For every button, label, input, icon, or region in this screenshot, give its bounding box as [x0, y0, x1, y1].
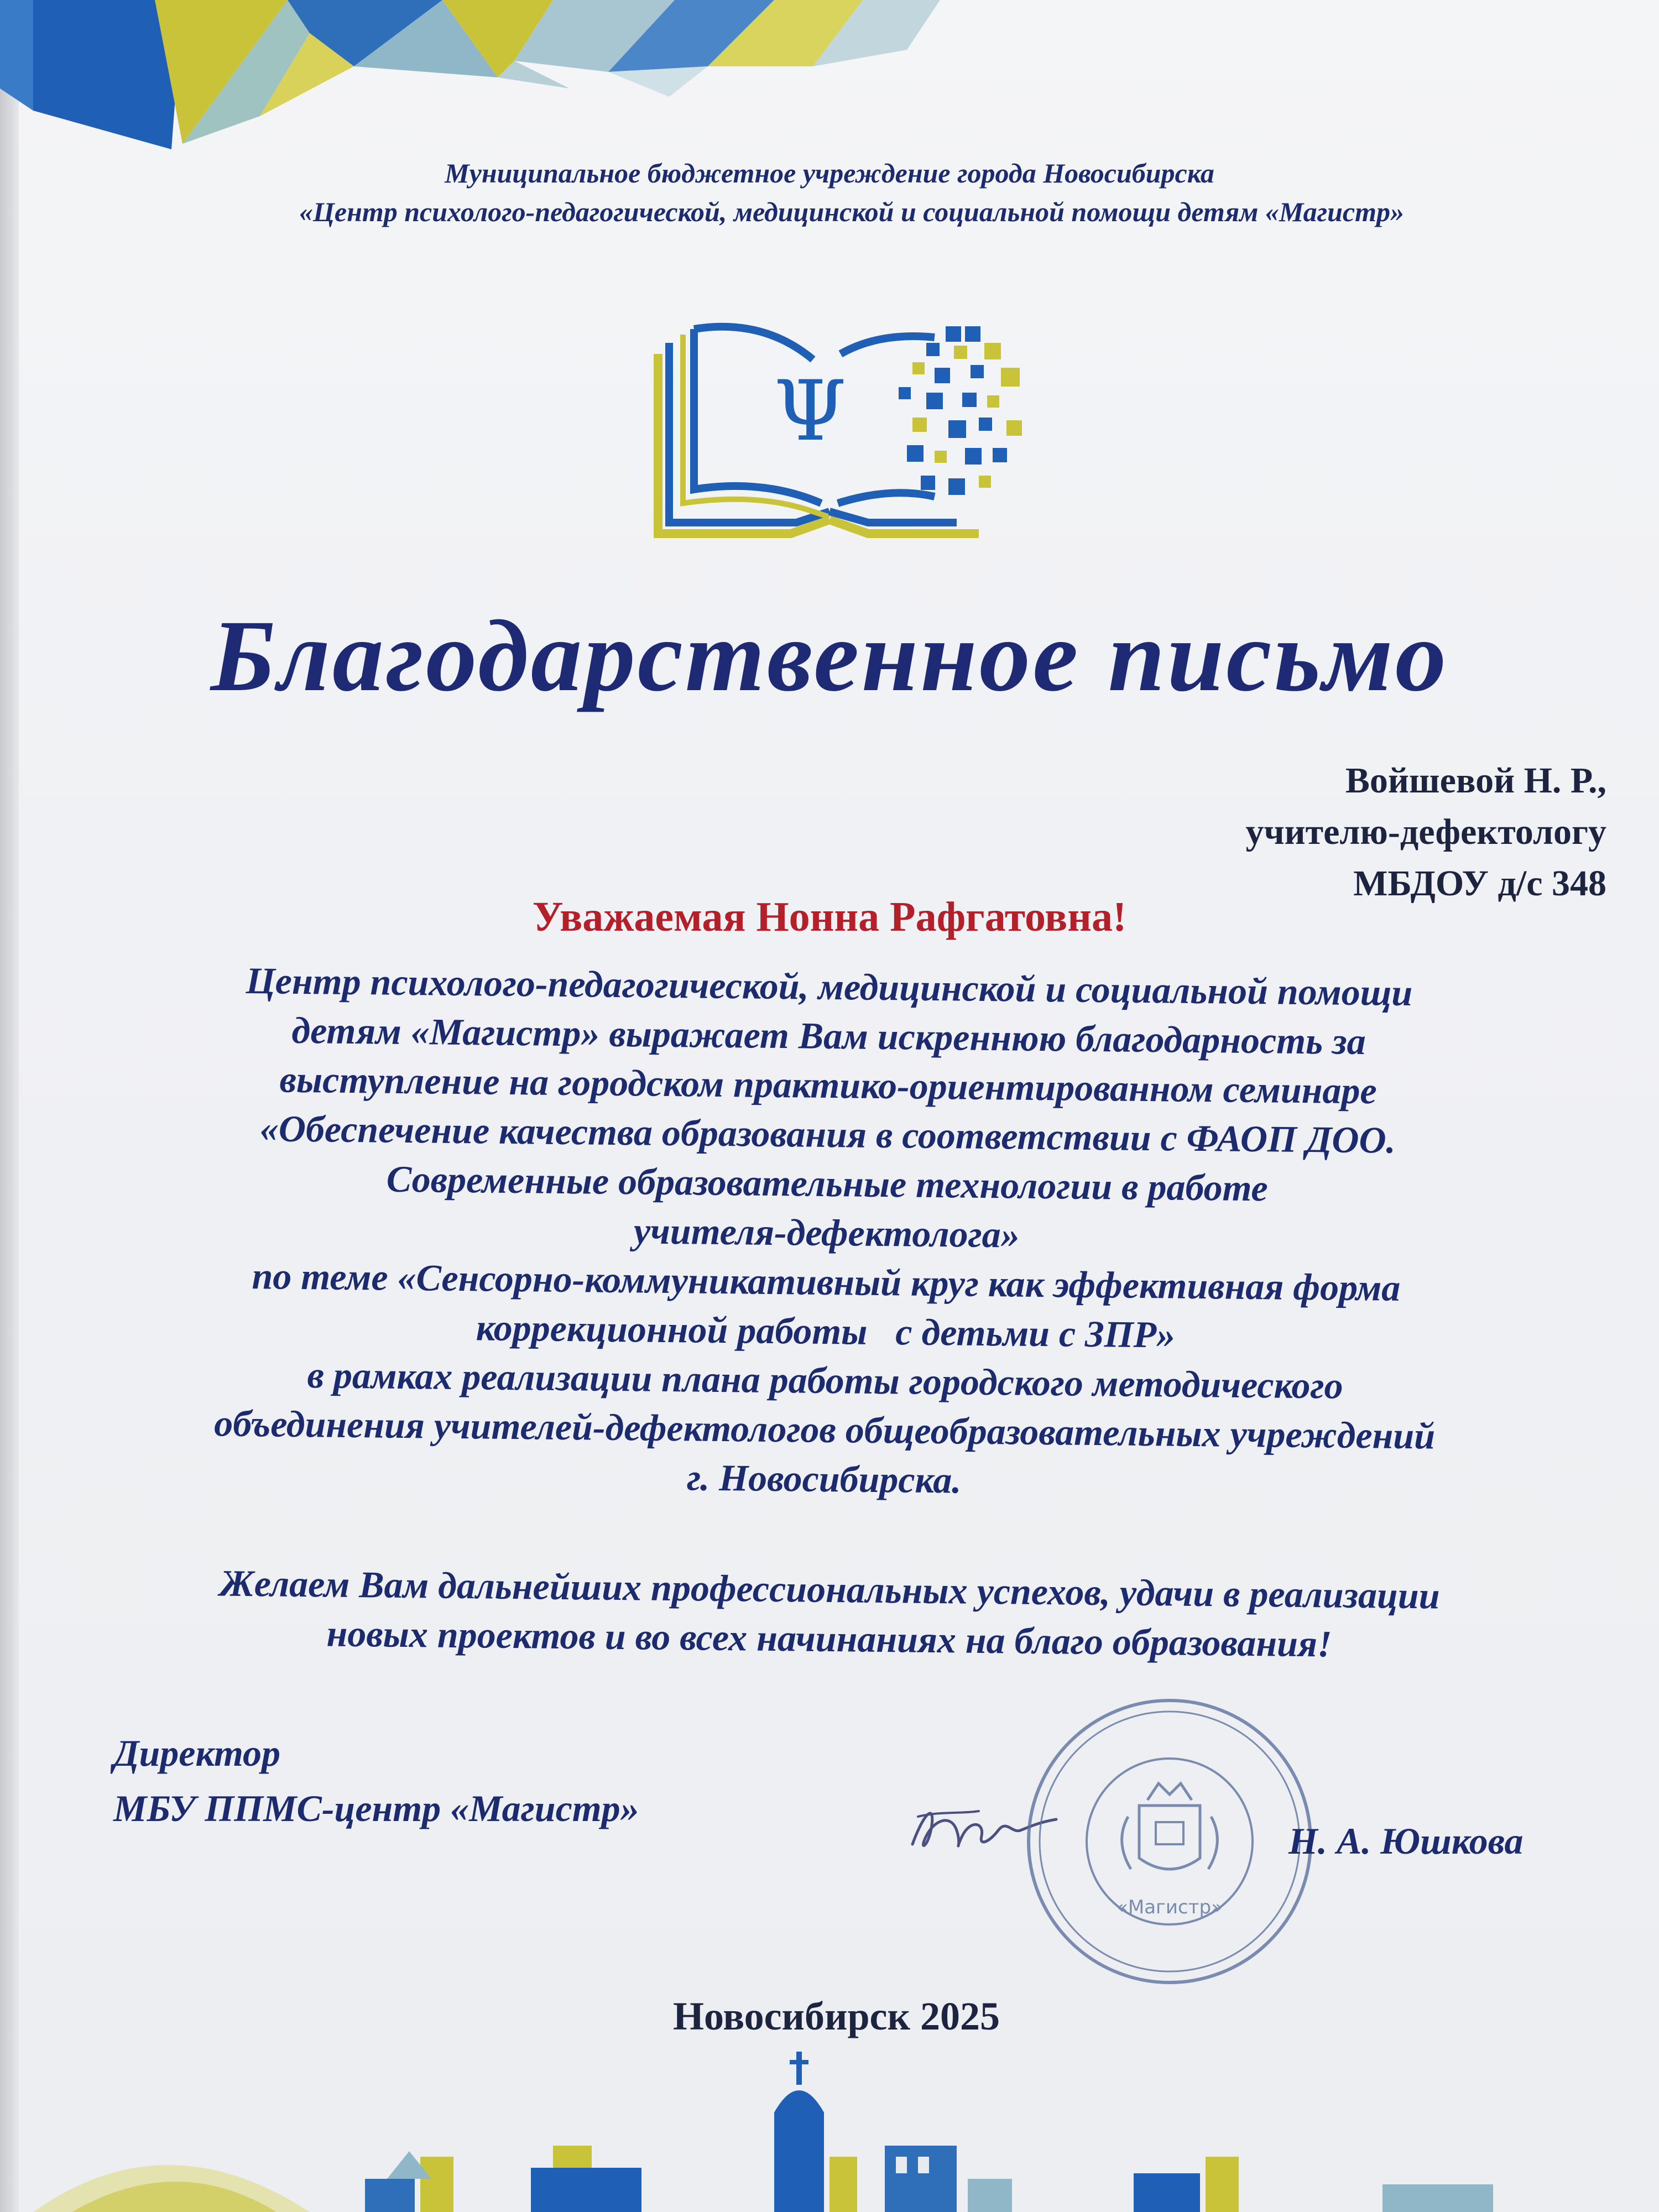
- sheet-edge: [0, 0, 19, 2212]
- recipient-organization: МБДОУ д/с 348: [1353, 863, 1606, 904]
- body-line: коррекционной работы с детьми с ЗПР»: [476, 1306, 1176, 1356]
- psi-glyph: Ψ: [774, 363, 847, 460]
- stamp-center-text: «Магистр»: [1117, 1896, 1223, 1918]
- body-line: в рамках реализации плана работы городского методического: [307, 1354, 1343, 1407]
- wish-line: новых проектов и во всех начинаниях на благо образования!: [326, 1612, 1332, 1665]
- body-line: выступление на городском практико-ориентированном семинаре: [279, 1058, 1378, 1112]
- recipient-name: Войшевой Н. Р.,: [1345, 760, 1606, 801]
- recipient-position: учителю-дефектологу: [1245, 812, 1606, 852]
- recipient-block: [1245, 755, 1606, 909]
- coat-of-arms-icon: [1122, 1783, 1218, 1869]
- signer-organization: МБУ ППМС-центр «Магистр»: [113, 1787, 639, 1829]
- body-line: г. Новосибирска.: [686, 1456, 962, 1501]
- body-line: Центр психолого-педагогической, медицинской и социальной помощи: [246, 959, 1413, 1014]
- body-line: объединения учителей-дефектологов общеобразовательных учреждений: [213, 1402, 1436, 1457]
- organization-line-1: Муниципальное бюджетное учреждение города Новосибирска: [445, 158, 1214, 189]
- official-stamp: [1015, 1687, 1324, 1996]
- bottom-decorative-skyline: [0, 2046, 1659, 2212]
- greeting: Уважаемая Нонна Рафгатовна!: [532, 894, 1127, 940]
- organization-line-2: «Центр психолого-педагогической, медицинской и социальной помощи детям «Магистр»: [299, 196, 1404, 227]
- letter-body: [77, 954, 1576, 1511]
- open-book-psi-logo-icon: [647, 321, 1051, 553]
- body-line: «Обеспечение качества образования в соответствии с ФАОП ДОО.: [259, 1107, 1396, 1161]
- body-line: по теме «Сенсорно-коммуникативный круг как эффективная форма: [252, 1255, 1401, 1309]
- footer-city-year: Новосибирск 2025: [672, 1994, 1000, 2038]
- wishes-paragraph: [82, 1557, 1577, 1671]
- body-line: Современные образовательные технологии в работе: [386, 1157, 1269, 1209]
- body-line: учителя-дефектолога»: [633, 1209, 1020, 1256]
- signer-name: Н. А. Юшкова: [1288, 1820, 1524, 1862]
- top-decorative-pattern: [0, 0, 1659, 155]
- document-title: Благодарственное письмо: [210, 599, 1449, 713]
- signer-title: Директор: [113, 1732, 281, 1774]
- body-line: детям «Магистр» выражает Вам искреннюю благодарность за: [291, 1009, 1366, 1063]
- signer-block: [113, 1725, 639, 1836]
- wish-line: Желаем Вам дальнейших профессиональных успехов, удачи в реализации: [220, 1562, 1440, 1617]
